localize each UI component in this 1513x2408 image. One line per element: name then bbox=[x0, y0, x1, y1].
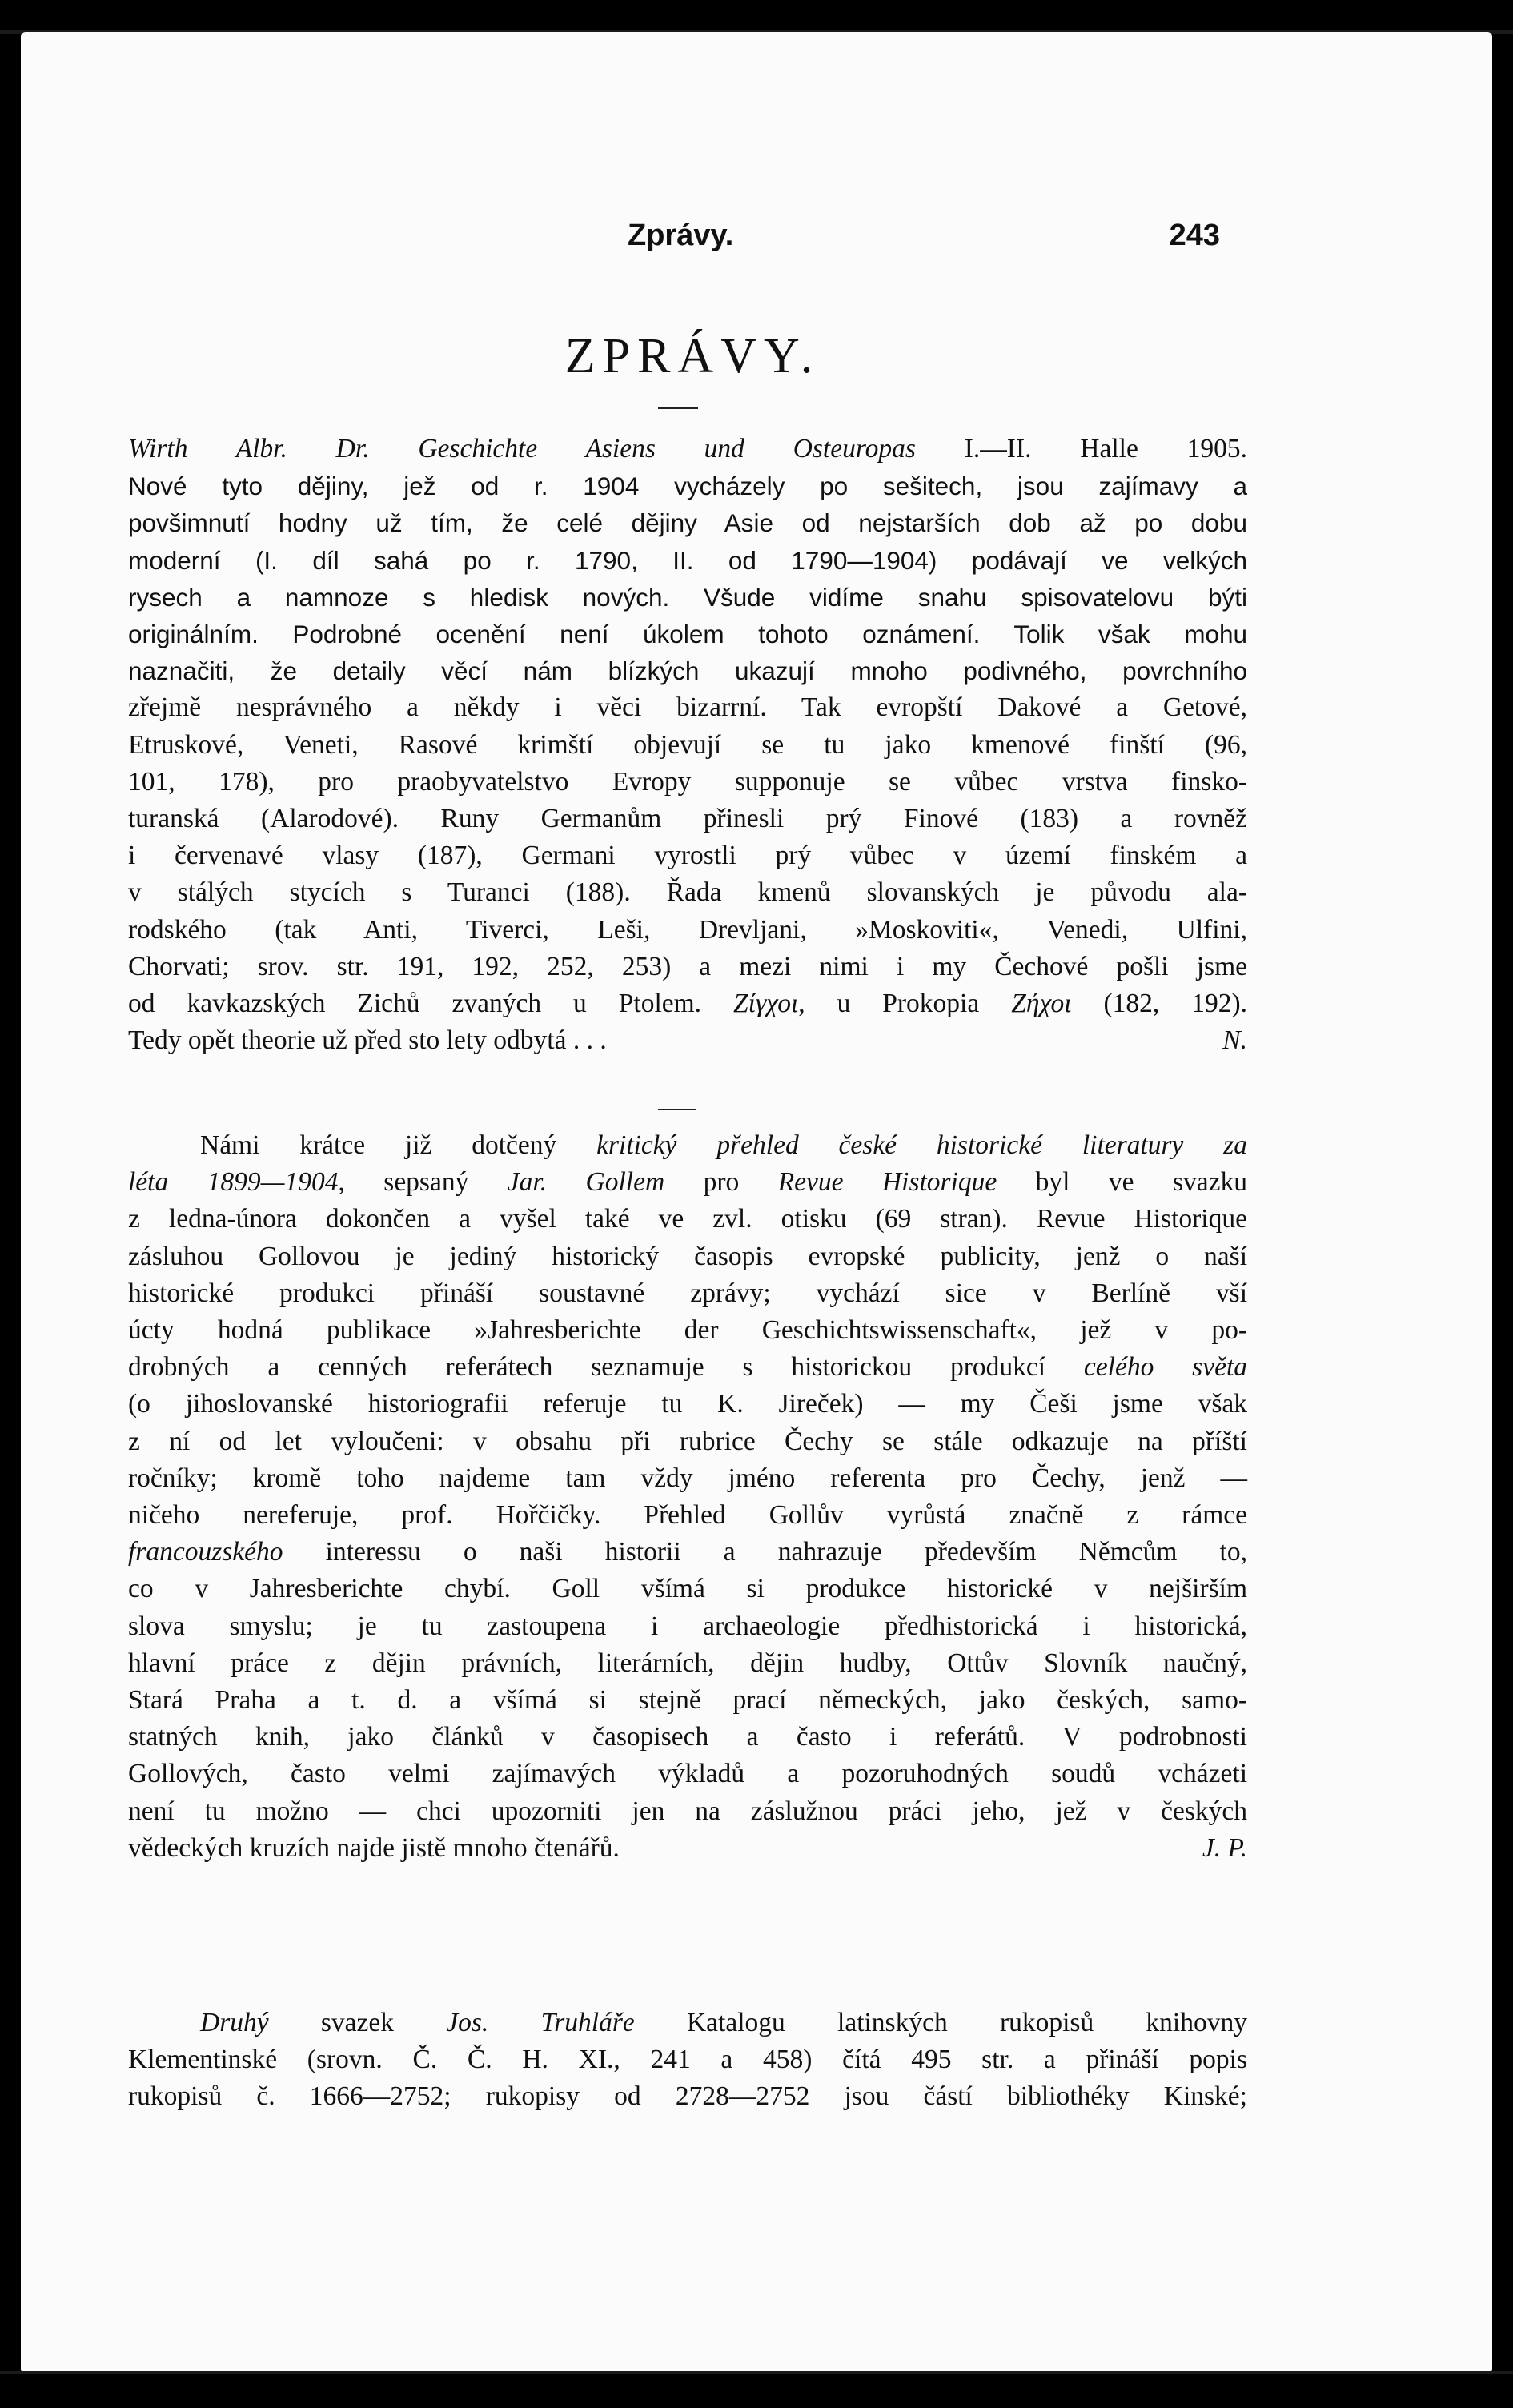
article-line: zásluhou Gollovou je jediný historický časopis evropské publicity, jenž o naší bbox=[128, 1241, 1247, 1271]
article-line bbox=[128, 1164, 1247, 1201]
article-line: slova smyslu; je tu zastoupena i archaeologie předhistorická i historická, bbox=[128, 1611, 1247, 1641]
article-line: naznačiti, že detaily věcí nám blízkých ukazují mnoho podivného, povrchního bbox=[128, 656, 1247, 686]
work-title: kritický přehled české historické literatury za bbox=[596, 1130, 1247, 1160]
article-line: statných knih, jako článků v časopisech a často i referátů. V podrobnosti bbox=[128, 1722, 1247, 1752]
journal-name: Revue Historique bbox=[777, 1167, 997, 1198]
text: od kavkazských Zichů zvaných u Ptolem. bbox=[128, 989, 734, 1019]
greek-word: Ζήχοι bbox=[1011, 989, 1072, 1019]
article-truhlar bbox=[128, 2005, 1247, 2116]
article-line: hlavní práce z dějin právních, literárních, dějin hudby, Ottův Slovník naučný, bbox=[128, 1647, 1247, 1678]
text: Tedy opět theorie už před sto lety odbytá . . . bbox=[128, 1025, 607, 1056]
article-line bbox=[128, 1127, 1247, 1164]
article-line bbox=[128, 985, 1247, 1022]
article-line: Gollových, často velmi zajímavých výkladů a pozoruhodných soudů vcházeti bbox=[128, 1759, 1247, 1789]
article-line bbox=[128, 431, 1247, 468]
book-title: Wirth Albr. Dr. Geschichte Asiens und Osteuropas bbox=[128, 434, 916, 464]
article-line: ročníky; kromě toho najdeme tam vždy jméno referenta pro Čechy, jenž — bbox=[128, 1463, 1247, 1493]
article-line bbox=[128, 1022, 1247, 1059]
article-line: Klementinské (srovn. Č. Č. H. XI., 241 a 458) čítá 495 str. a přináší popis bbox=[128, 2045, 1247, 2075]
article-line: v stálých stycích s Turanci (188). Řada kmenů slovanských je původu ala- bbox=[128, 877, 1247, 908]
section-heading: ZPRÁVY. bbox=[564, 329, 821, 383]
article-line: rysech a namnoze s hledisk nových. Všude vidíme snahu spisovatelovu býti bbox=[128, 582, 1247, 612]
author-name: Jos. Truhláře bbox=[446, 2008, 635, 2037]
text: , u Prokopia bbox=[798, 989, 1012, 1019]
article-line: úcty hodná publikace »Jahresberichte der Geschichtswissenschaft«, jež v po- bbox=[128, 1315, 1247, 1346]
text: interessu o naši historii a nahrazuje především Němcům to, bbox=[283, 1537, 1247, 1567]
article-wirth bbox=[128, 431, 1247, 1059]
article-line: Stará Praha a t. d. a všímá si stejně prací německých, jako českých, samo- bbox=[128, 1685, 1247, 1716]
text: pro bbox=[664, 1167, 778, 1198]
author-name: Jar. Gollem bbox=[507, 1167, 665, 1198]
article-line: i červenavé vlasy (187), Germani vyrostli prý vůbec v území finském a bbox=[128, 841, 1247, 871]
article-line: historické produkci přináší soustavné zprávy; vychází sice v Berlíně vší bbox=[128, 1278, 1247, 1308]
article-goll bbox=[128, 1127, 1247, 1867]
greek-word: Ζίγχοι bbox=[733, 989, 799, 1019]
article-line: zřejmě nesprávného a někdy i věci bizarrní. Tak evropští Dakové a Getové, bbox=[128, 692, 1247, 723]
text: (182, 192). bbox=[1071, 989, 1248, 1019]
article-line: 101, 178), pro praobyvatelstvo Evropy supponuje se vůbec vrstva finsko- bbox=[128, 766, 1247, 797]
article-line bbox=[128, 1534, 1247, 1571]
heading-rule bbox=[658, 407, 698, 409]
article-line: moderní (I. díl sahá po r. 1790, II. od 1790—1904) podávají ve velkých bbox=[128, 545, 1247, 575]
emphasis: celého světa bbox=[1083, 1352, 1248, 1383]
article-line: co v Jahresberichte chybí. Goll všímá si produkce historické v nejširším bbox=[128, 1574, 1247, 1604]
text: byl ve svazku bbox=[997, 1167, 1248, 1198]
article-line: Chorvati; srov. str. 191, 192, 252, 253) a mezi nimi i my Čechové pošli jsme bbox=[128, 951, 1247, 981]
article-line: rukopisů č. 1666—2752; rukopisy od 2728—2752 jsou částí bibliothéky Kinské; bbox=[128, 2081, 1247, 2112]
article-line: ničeho nereferuje, prof. Hořčičky. Přehled Gollův vyrůstá značně z rámce bbox=[128, 1500, 1247, 1531]
article-separator bbox=[658, 1109, 696, 1110]
article-line: Etruskové, Veneti, Rasové krimští objevují se tu jako kmenové finští (96, bbox=[128, 729, 1247, 760]
emphasis: francouzského bbox=[128, 1537, 283, 1567]
text: svazek bbox=[268, 2008, 447, 2037]
article-line: z ledna-února dokončen a vyšel také ve zvl. otisku (69 stran). Revue Historique bbox=[128, 1204, 1247, 1234]
text: vědeckých kruzích najde jistě mnoho čtenářů. bbox=[128, 1832, 620, 1863]
text: Katalogu latinských rukopisů knihovny bbox=[634, 2008, 1247, 2037]
article-line: turanská (Alarodové). Runy Germanům přinesli prý Finové (183) a rovněž bbox=[128, 804, 1247, 834]
signature: N. bbox=[1222, 1025, 1247, 1056]
article-line bbox=[128, 1349, 1247, 1386]
article-line bbox=[128, 1830, 1247, 1867]
text: , sepsaný bbox=[338, 1167, 508, 1198]
article-line: z ní od let vyloučeni: v obsahu při rubrice Čechy se stále odkazuje na příští bbox=[128, 1426, 1247, 1456]
signature: J. P. bbox=[1202, 1832, 1247, 1863]
article-line: rodského (tak Anti, Tiverci, Leši, Drevljani, »Moskoviti«, Venedi, Ulfini, bbox=[128, 914, 1247, 945]
article-line: originálním. Podrobné ocenění není úkolem tohoto oznámení. Tolik však mohu bbox=[128, 620, 1247, 649]
scan-edge-bottom bbox=[0, 2371, 1513, 2374]
article-line: není tu možno — chci upozorniti jen na záslužnou práci jeho, jež v českých bbox=[128, 1796, 1247, 1826]
article-line: Nové tyto dějiny, jež od r. 1904 vycházely po sešitech, jsou zajímavy a bbox=[128, 472, 1247, 501]
text: Námi krátce již dotčený bbox=[200, 1130, 597, 1160]
article-line: povšimnutí hodny už tím, že celé dějiny Asie od nejstarších dob až po dobu bbox=[128, 508, 1247, 538]
article-line bbox=[128, 2005, 1247, 2041]
emphasis: Druhý bbox=[200, 2008, 269, 2037]
text: I.—II. Halle 1905. bbox=[915, 434, 1247, 464]
article-line: (o jihoslovanské historiografii referuje tu K. Jireček) — my Češi jsme však bbox=[128, 1389, 1247, 1419]
text: drobných a cenných referátech seznamuje s historickou produkcí bbox=[128, 1352, 1084, 1383]
page-number: 243 bbox=[1169, 219, 1220, 252]
work-title: léta 1899—1904 bbox=[128, 1167, 339, 1198]
running-title: Zprávy. bbox=[628, 219, 734, 252]
